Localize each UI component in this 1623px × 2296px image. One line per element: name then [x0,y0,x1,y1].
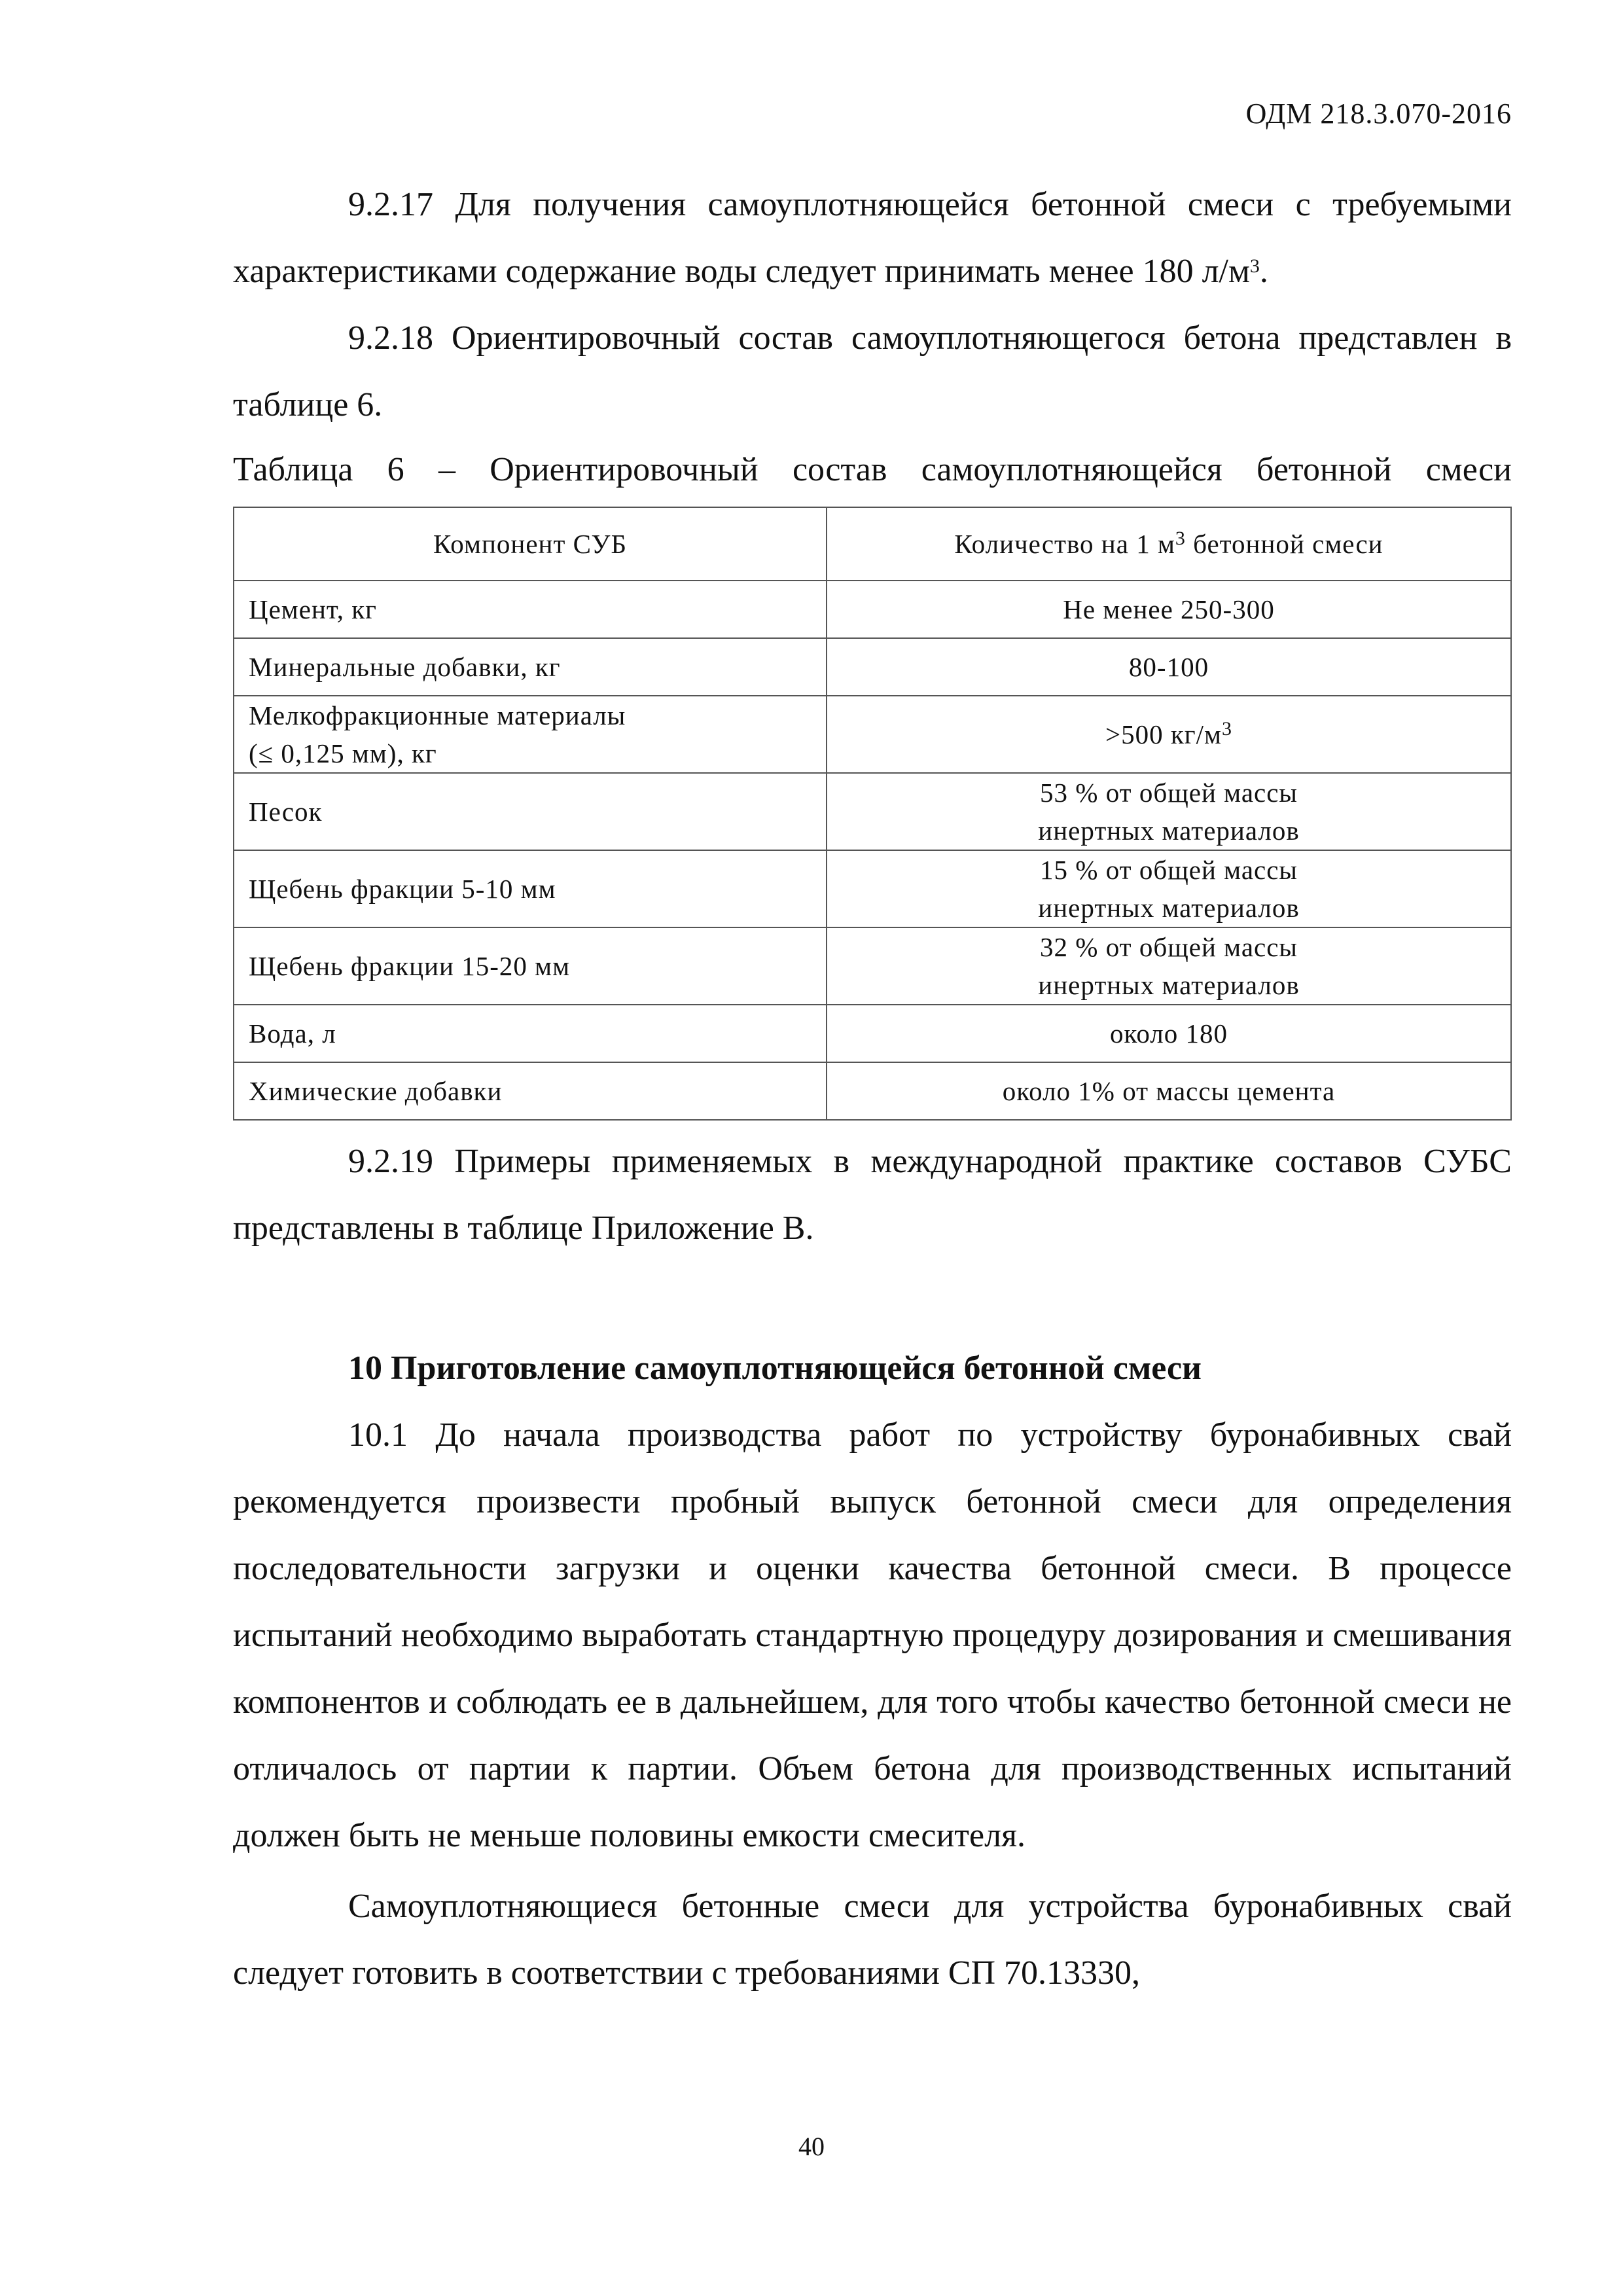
row-amount: Не менее 250-300 [827,581,1511,638]
table-row [234,1062,1511,1120]
table-row [234,696,1511,773]
paragraph-concrete-requirements: Самоуплотняющиеся бетонные смеси для устройства буронабивных свай следует готовить в соответствии с требованиями СП 70.13330, [233,1888,1512,1992]
row-amount-line1: 32 % от общей массы [1040,932,1298,962]
row-amount-text: >500 кг/м [1105,719,1222,749]
table-header-row [234,507,1511,581]
row-component-line1: Мелкофракционные материалы [249,700,626,730]
table-row [234,1005,1511,1062]
row-amount: около 1% от массы цемента [827,1062,1511,1120]
table-row [234,773,1511,850]
row-amount-line2: инертных материалов [1038,816,1300,846]
paragraph-9-2-19: 9.2.19 Примеры применяемых в международной практике составов СУБС представлены в таблице Приложение В. [233,1143,1512,1247]
row-amount [827,850,1511,927]
row-component: Щебень фракции 5-10 мм [234,850,827,927]
document-reference: ОДМ 218.3.070-2016 [1245,98,1512,130]
row-component: Щебень фракции 15-20 мм [234,927,827,1005]
row-component: Минеральные добавки, кг [234,638,827,696]
row-amount: 80-100 [827,638,1511,696]
table-caption: Таблица 6 – Ориентировочный состав самоуплотняющейся бетонной смеси [233,451,1512,488]
paragraph-9-2-18: 9.2.18 Ориентировочный состав самоуплотняющегося бетона представлен в таблице 6. [233,319,1512,423]
paragraph-9-2-17-text: 9.2.17 Для получения самоуплотняющейся бетонной смеси с требуемыми характеристиками содержание воды следует принимать менее 180 л/м [233,186,1512,290]
page-content [233,171,1512,2007]
row-amount [827,696,1511,773]
page-number: 40 [798,2132,825,2161]
row-component [234,696,827,773]
paragraph-9-2-17 [233,171,1512,305]
composition-table [233,507,1512,1121]
section-heading: 10 Приготовление самоуплотняющейся бетонной смеси [348,1350,1202,1387]
row-amount-line1: 15 % от общей массы [1040,855,1298,885]
row-amount-line1: 53 % от общей массы [1040,778,1298,808]
row-component-line2: (≤ 0,125 мм), кг [249,738,437,768]
table-row [234,581,1511,638]
row-component: Вода, л [234,1005,827,1062]
header-amount-text: Количество на 1 м [954,529,1175,559]
row-amount-line2: инертных материалов [1038,893,1300,923]
row-amount-line2: инертных материалов [1038,970,1300,1000]
header-amount-suffix: бетонной смеси [1185,529,1383,559]
table-row [234,850,1511,927]
row-component: Химические добавки [234,1062,827,1120]
header-amount-superscript: 3 [1175,528,1186,549]
row-component: Песок [234,773,827,850]
paragraph-9-2-17-end: . [1259,253,1268,290]
row-component: Цемент, кг [234,581,827,638]
header-amount [827,507,1511,581]
row-amount-superscript: 3 [1221,718,1232,740]
table-row [234,638,1511,696]
row-amount [827,773,1511,850]
row-amount: около 180 [827,1005,1511,1062]
paragraph-9-2-17-superscript: 3 [1249,255,1260,277]
table-row [234,927,1511,1005]
header-component: Компонент СУБ [234,507,827,581]
row-amount [827,927,1511,1005]
paragraph-10-1: 10.1 До начала производства работ по устройству буронабивных свай рекомендуется произвести пробный выпуск бетонной смеси для определения последовательности загрузки и оценки качества бетонной смеси. В процессе испытаний необходимо выработать стандартную процедуру дозирования и смешивания компонентов и соблюдать ее в дальнейшем, для того чтобы качество бетонной смеси не отличалось от партии к партии. Объем бетона для производственных испытаний должен быть не меньше половины емкости смесителя. [233,1416,1512,1854]
